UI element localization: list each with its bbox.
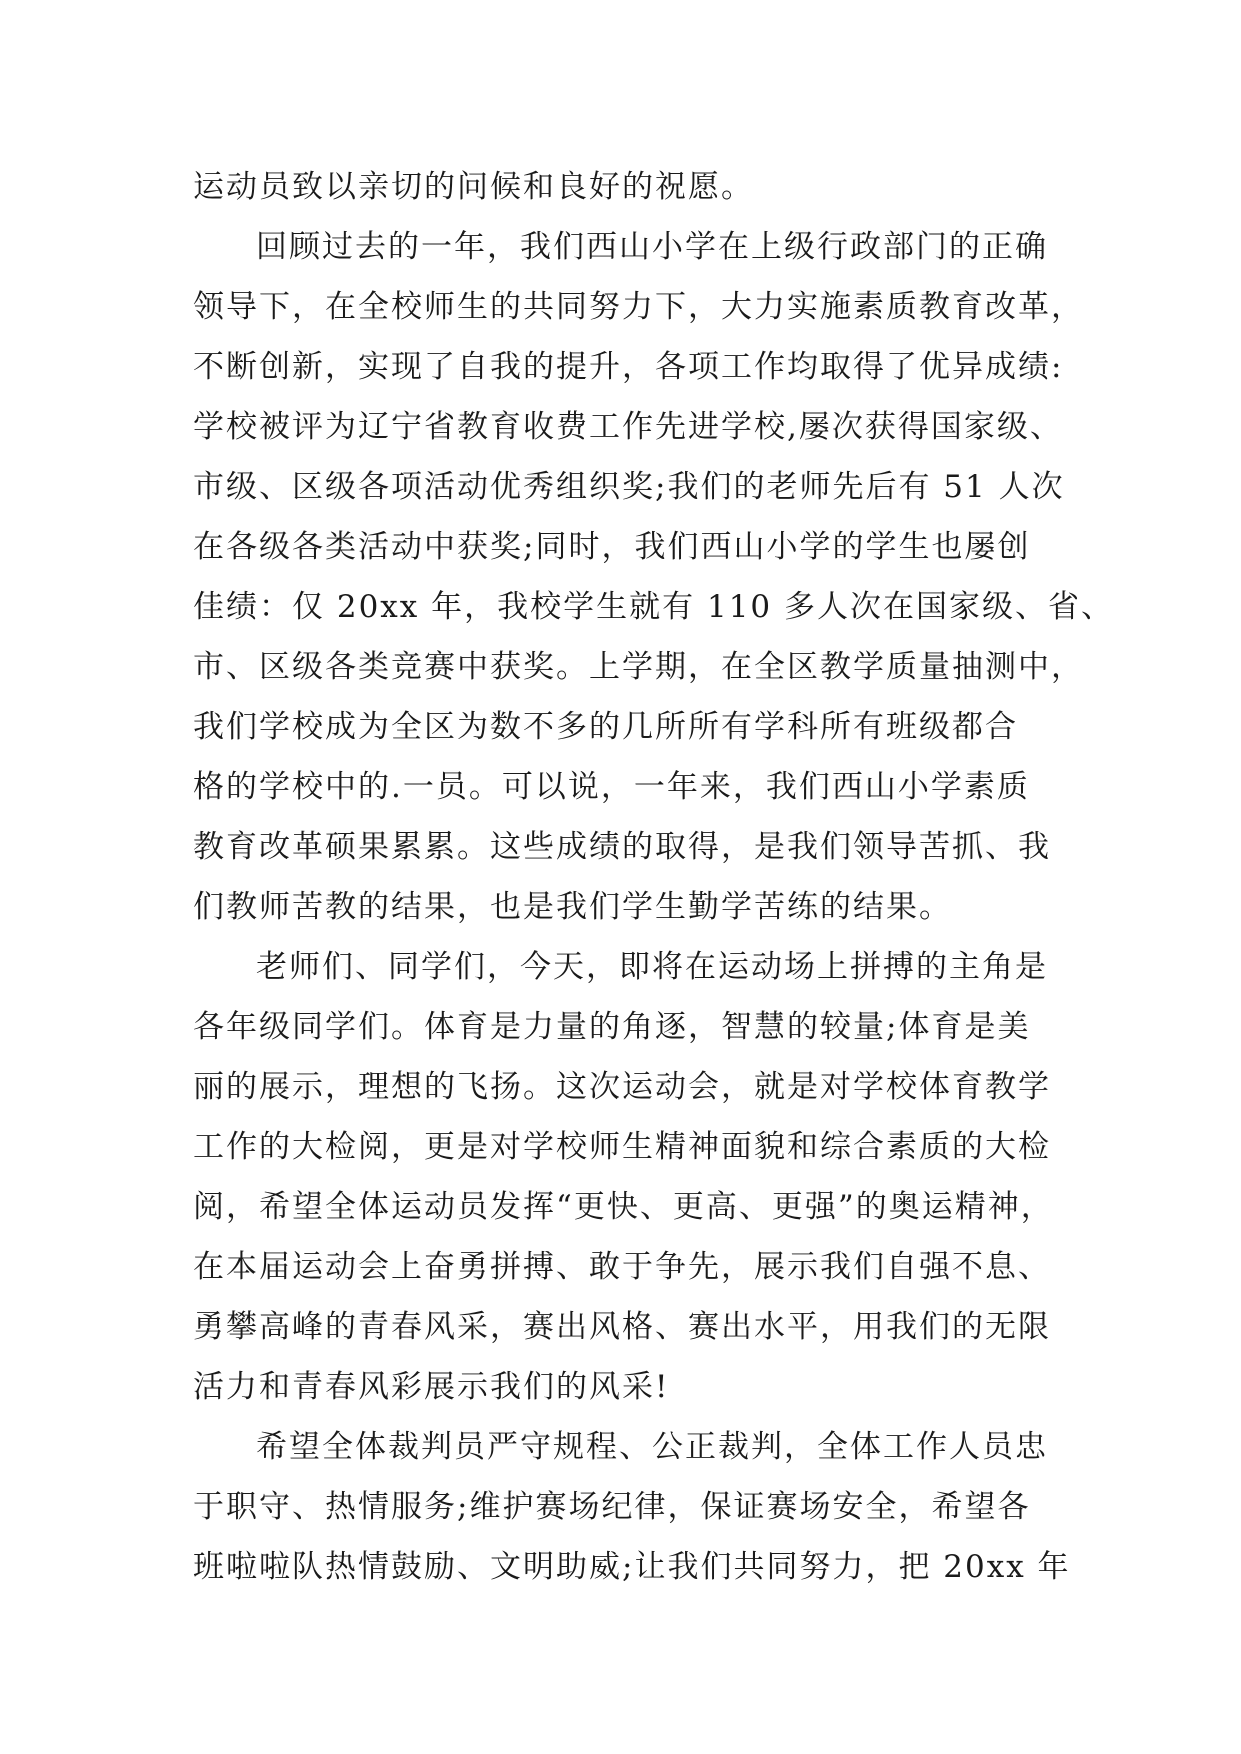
paragraph-start-line: 老师们、同学们，今天，即将在运动场上拼搏的主角是	[256, 949, 1048, 985]
text-line: 不断创新，实现了自我的提升，各项工作均取得了优异成绩:	[193, 349, 1064, 385]
text-line: 市、区级各类竞赛中获奖。上学期，在全区教学质量抽测中，	[193, 649, 1084, 685]
text-line: 在本届运动会上奋勇拼搏、敢于争先，展示我们自强不息、	[193, 1249, 1051, 1285]
text-line: 我们学校成为全区为数不多的几所所有学科所有班级都合	[193, 709, 1018, 745]
text-line: 运动员致以亲切的问候和良好的祝愿。	[193, 169, 754, 205]
text-line: 勇攀高峰的青春风采，赛出风格、赛出水平，用我们的无限	[193, 1309, 1051, 1345]
text-line: 领导下，在全校师生的共同努力下，大力实施素质教育改革，	[193, 289, 1084, 325]
text-line: 各年级同学们。体育是力量的角逐，智慧的较量;体育是美	[193, 1009, 1031, 1045]
text-line: 市级、区级各项活动优秀组织奖;我们的老师先后有 51 人次	[193, 469, 1065, 505]
paragraph-start-line: 希望全体裁判员严守规程、公正裁判，全体工作人员忠	[256, 1429, 1048, 1465]
text-line: 佳绩：仅 20xx 年，我校学生就有 110 多人次在国家级、省、	[193, 589, 1114, 625]
text-line: 阅，希望全体运动员发挥“更快、更高、更强”的奥运精神，	[193, 1189, 1054, 1225]
text-line: 于职守、热情服务;维护赛场纪律，保证赛场安全，希望各	[193, 1489, 1031, 1525]
body-text	[193, 157, 1114, 1597]
text-line: 丽的展示，理想的飞扬。这次运动会，就是对学校体育教学	[193, 1069, 1051, 1105]
text-line: 活力和青春风彩展示我们的风采!	[193, 1369, 670, 1405]
text-line: 班啦啦队热情鼓励、文明助威;让我们共同努力，把 20xx 年	[193, 1549, 1071, 1585]
text-line: 工作的大检阅，更是对学校师生精神面貌和综合素质的大检	[193, 1129, 1051, 1165]
text-line: 们教师苦教的结果，也是我们学生勤学苦练的结果。	[193, 889, 952, 925]
paragraph-start-line: 回顾过去的一年，我们西山小学在上级行政部门的正确	[256, 229, 1048, 265]
text-line: 在各级各类活动中获奖;同时，我们西山小学的学生也屡创	[193, 529, 1031, 565]
text-line: 格的学校中的.一员。可以说，一年来，我们西山小学素质	[193, 769, 1030, 805]
text-line: 学校被评为辽宁省教育收费工作先进学校,屡次获得国家级、	[193, 409, 1063, 445]
text-line: 教育改革硕果累累。这些成绩的取得，是我们领导苦抓、我	[193, 829, 1051, 865]
